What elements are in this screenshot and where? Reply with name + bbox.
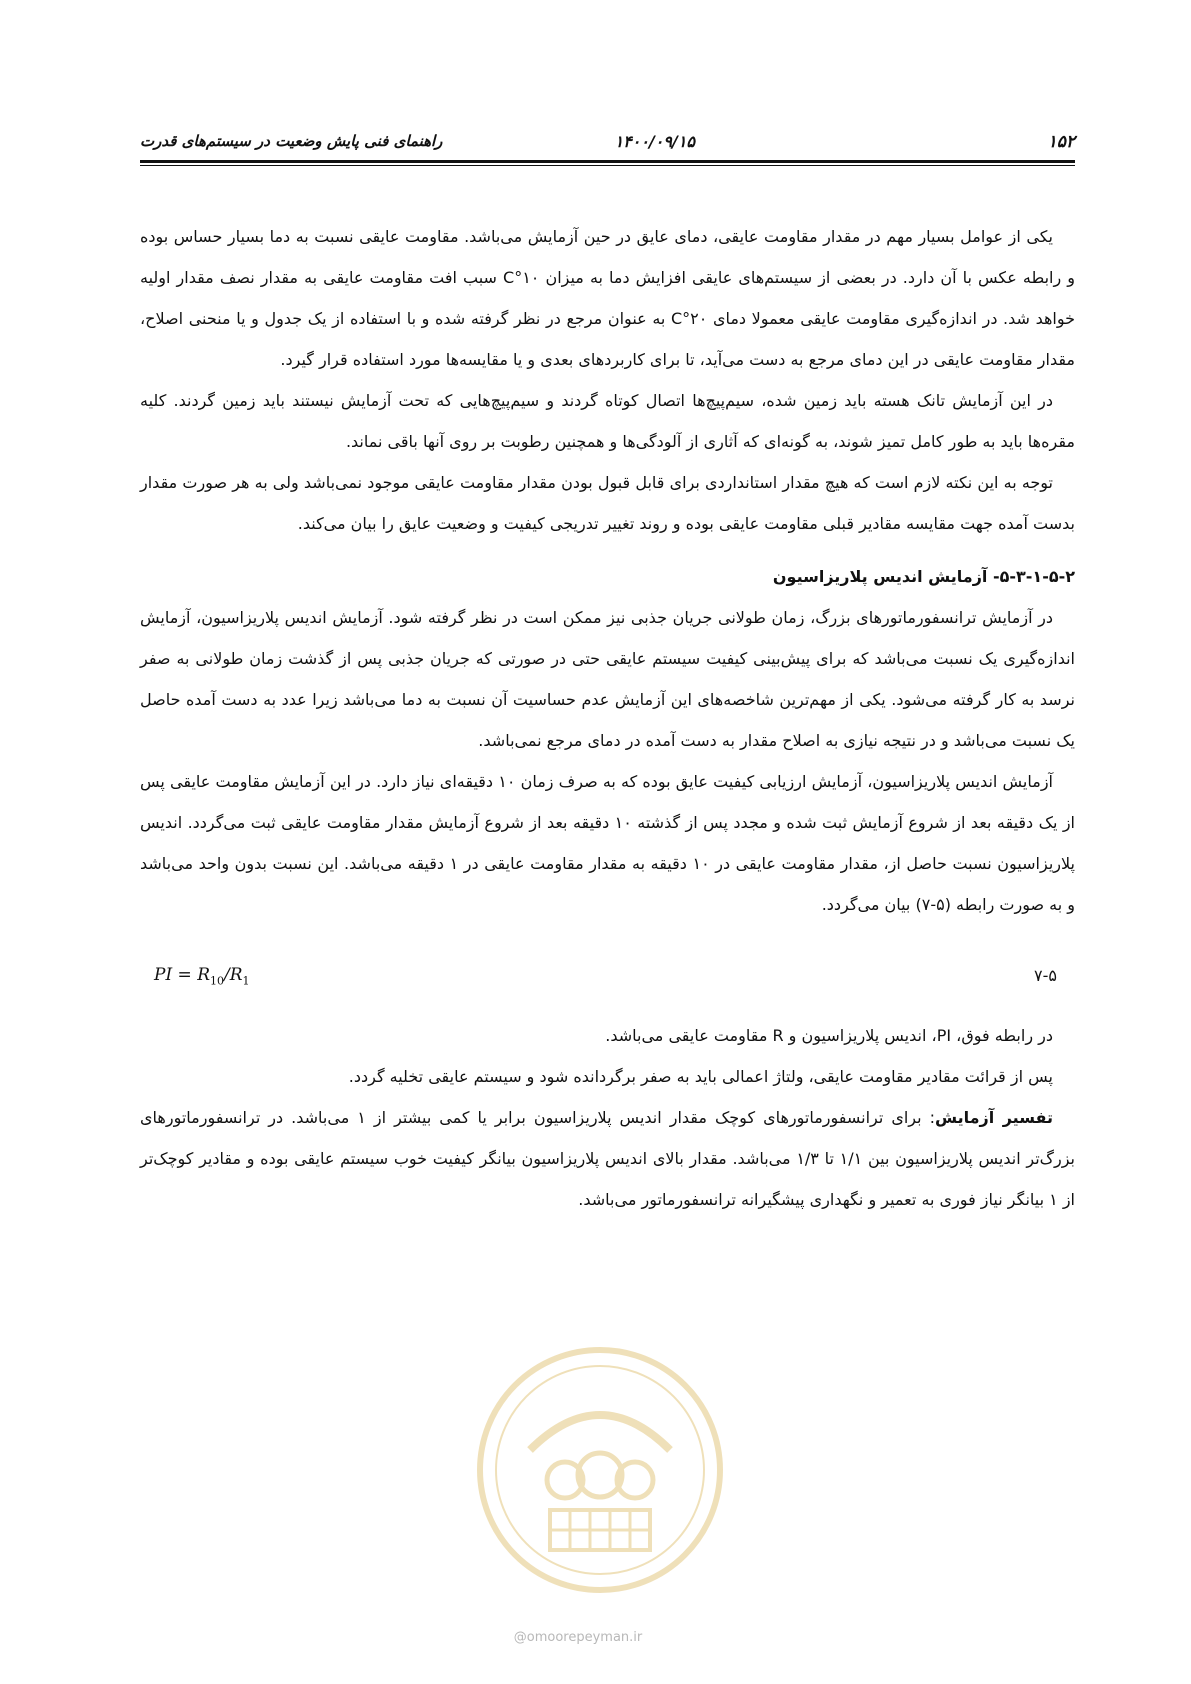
page-header <box>140 128 1075 156</box>
page-number: ۱۵۲ <box>1047 132 1075 152</box>
section-heading: ۵-۳-۱-۵-۲- آزمایش اندیس پلاریزاسیون <box>772 567 1075 586</box>
paragraph: آزمایش اندیس پلاریزاسیون، آزمایش ارزیابی کیفیت عایق بوده که به صرف زمان ۱۰ دقیقه‌ای نیاز دارد. در این آزمایش مقاومت عایقی پس از یک دقیقه بعد از شروع آزمایش ثبت شده و مجدد پس از گذشته ۱۰ دقیقه بعد از شروع آزمایش مقدار مقاومت عایقی ثبت می‌گردد. اندیس پلاریزاسیون نسبت حاصل از، مقدار مقاومت عایقی در ۱۰ دقیقه به مقدار مقاومت عایقی در ۱ دقیقه می‌باشد. این نسبت بدون واحد می‌باشد و به صورت رابطه (۵-۷) بیان می‌گردد. <box>140 772 1075 914</box>
header-title: راهنمای فنی پایش وضعیت در سیستم‌های قدرت <box>140 132 443 150</box>
header-rule-thin <box>140 165 1075 166</box>
paragraph: در این آزمایش تانک هسته باید زمین شده، سیم‌پیچ‌ها اتصال کوتاه گردند و سیم‌پیچ‌هایی که تحت آزمایش نیستند باید زمین گردند. کلیه مقره‌ها باید به طور کامل تمیز شوند، به گونه‌ای که آثاری از آلودگی‌ها و همچنین رطوبت بر روی آنها باقی نماند. <box>140 391 1075 451</box>
equation-number: ۷-۵ <box>1034 966 1057 985</box>
equation-sub-1: 1 <box>242 974 250 988</box>
interpretation-label: تفسیر آزمایش <box>935 1108 1054 1127</box>
paragraph: در آزمایش ترانسفورماتورهای بزرگ، زمان طولانی جریان جذبی نیز ممکن است در نظر گرفته شود. آزمایش اندیس پلاریزاسیون، آزمایش اندازه‌گیری یک نسبت می‌باشد که برای پیش‌بینی کیفیت سیستم عایقی حتی در صورتی که جریان جذبی پس از گذشت زمان طولانی به صفر نرسد به کار گرفته می‌شود. یکی از مهم‌ترین شاخصه‌های این آزمایش عدم حساسیت آن نسبت به دما می‌باشد زیرا عدد به دست آمده حاصل یک نسبت می‌باشد و در نتیجه نیازی به اصلاح مقدار به دست آمده در دمای مرجع نمی‌باشد. <box>140 608 1075 750</box>
paragraph: در رابطه فوق، PI، اندیس پلاریزاسیون و R مقاومت عایقی می‌باشد. <box>605 1026 1053 1045</box>
equation-mid: /R <box>224 965 243 985</box>
paragraph: پس از قرائت مقادیر مقاومت عایقی، ولتاژ اعمالی باید به صفر برگردانده شود و سیستم عایقی تخلیه گردد. <box>348 1067 1053 1086</box>
interpretation-paragraph <box>140 1097 1075 1220</box>
paragraph: توجه به این نکته لازم است که هیچ مقدار استانداردی برای قابل قبول بودن مقدار مقاومت عایقی موجود نمی‌باشد ولی به هر صورت مقدار بدست آمده جهت مقایسه مقادیر قبلی مقاومت عایقی بوده و روند تغییر تدریجی کیفیت و وضعیت عایق را بیان می‌کند. <box>140 473 1075 533</box>
interpretation-text: : برای ترانسفورماتورهای کوچک مقدار اندیس پلاریزاسیون برابر یا کمی بیشتر از ۱ می‌باشد. در ترانسفورماتورهای بزرگ‌تر اندیس پلاریزاسیون بین ۱/۱ تا ۱/۳ می‌باشد. مقدار بالای اندیس پلاریزاسیون بیانگر کیفیت خوب سیستم عایقی بوده و مقادیر کوچک‌تر از ۱ بیانگر نیاز فوری به تعمیر و نگهداری پیشگیرانه ترانسفورماتور می‌باشد. <box>140 1108 1076 1209</box>
equation-block <box>140 947 1075 997</box>
equation <box>154 955 250 1001</box>
watermark-url: @omoorepeyman.ir <box>513 1630 643 1645</box>
equation-lhs: PI = R <box>154 965 211 985</box>
document-body <box>140 216 1075 1220</box>
header-rule-thick <box>140 160 1075 163</box>
paragraph: یکی از عوامل بسیار مهم در مقدار مقاومت عایقی، دمای عایق در حین آزمایش می‌باشد. مقاومت عایقی نسبت به دما بسیار حساس بوده و رابطه عکس با آن دارد. در بعضی از سیستم‌های عایقی افزایش دما به میزان ۱۰°C سبب افت مقاومت عایقی به مقدار نصف مقدار اولیه خواهد شد. در اندازه‌گیری مقاومت عایقی معمولا دمای ۲۰°C به عنوان مرجع در نظر گرفته شده و با استفاده از یک جدول و یا منحنی اصلاح، مقدار مقاومت عایقی در این دمای مرجع به دست می‌آید، تا برای کاربردهای بعدی و یا مقایسه‌ها مورد استفاده قرار گیرد. <box>140 227 1076 369</box>
header-date: ۱۴۰۰/۰۹/۱۵ <box>614 132 695 151</box>
watermark-seal-icon <box>470 1340 730 1600</box>
equation-sub-10: 10 <box>210 974 225 988</box>
